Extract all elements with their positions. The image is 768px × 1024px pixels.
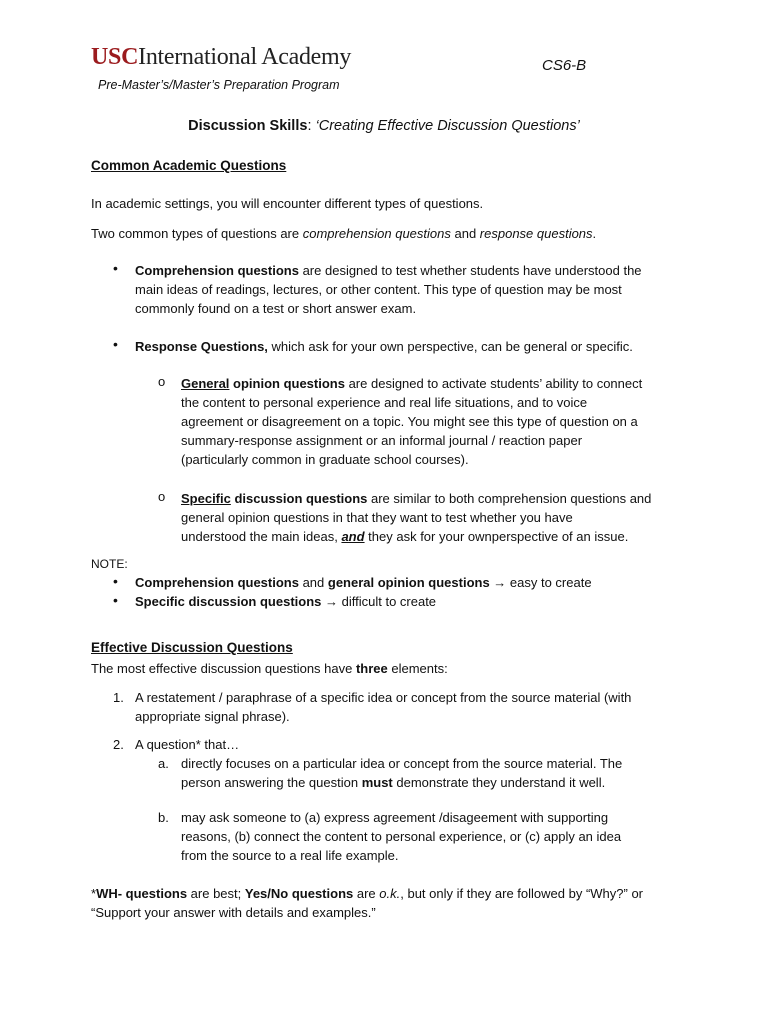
foot-line-2: “Support your answer with details and examples.”: [91, 905, 376, 920]
types-a: Two common types of questions are: [91, 226, 303, 241]
b-line-1: may ask someone to (a) express agreement /disageement with supporting: [181, 810, 609, 825]
resp-text: which ask for your own perspective, can be general or specific.: [267, 339, 633, 354]
eff-intro-a: The most effective discussion questions have: [91, 661, 356, 676]
foot-d: are: [353, 886, 380, 901]
gen-line-5: (particularly common in graduate school courses).: [181, 452, 469, 467]
gen-bold: opinion questions: [229, 376, 345, 391]
note-line-2: [135, 592, 436, 611]
a-text-2b: demonstrate they understand it well.: [392, 775, 606, 790]
bullet-note-1: •: [113, 573, 118, 589]
letter-a: a.: [158, 756, 169, 771]
item-2b: [181, 808, 621, 865]
spec-line-1: [181, 489, 651, 508]
spec-text-1: are similar to both comprehension questions and: [367, 491, 652, 506]
types-i1: comprehension questions: [302, 226, 451, 241]
obullet-general: o: [158, 374, 166, 389]
spec-ul: Specific: [181, 491, 231, 506]
bullet-response: •: [113, 336, 118, 352]
number-2: 2.: [113, 737, 124, 752]
foot-line-1: [91, 884, 643, 903]
note1-b1: Comprehension questions: [135, 575, 299, 590]
item1-line-1: A restatement / paraphrase of a specific idea or concept from the source material (with: [135, 690, 632, 705]
gen-ul: General: [181, 376, 230, 391]
eff-intro-b: three: [355, 661, 388, 676]
note2-end: → difficult to create: [321, 594, 437, 609]
foot-wh: WH- questions: [96, 886, 188, 901]
item1-line-2: appropriate signal phrase).: [135, 709, 290, 724]
note-line-1: [135, 573, 592, 592]
spec-line-2: general opinion questions in that they want to test whether you have: [181, 510, 573, 525]
b-line-2: reasons, (b) connect the content to personal experience, or (c) apply an idea: [181, 829, 622, 844]
page-title: [0, 118, 768, 134]
gen-line-4: summary-response assignment or an informal journal / reaction paper: [181, 433, 583, 448]
foot-e: , but only if they are followed by “Why?” or: [400, 886, 644, 901]
foot-c: are best;: [187, 886, 245, 901]
title-bold: Discussion Skills: [188, 118, 308, 134]
bullet-note-2: •: [113, 592, 118, 608]
note2-b: Specific discussion questions: [135, 594, 322, 609]
comp-line-2: main ideas of readings, lectures, or other content. This type of question may be most: [135, 282, 622, 297]
effective-intro: [91, 659, 448, 678]
foot-star: *: [91, 886, 97, 901]
foot-yesno: Yes/No questions: [244, 886, 354, 901]
obullet-specific: o: [158, 489, 166, 504]
spec-and: and: [341, 529, 365, 544]
document-code: CS6-B: [542, 57, 587, 74]
types-i2: response questions: [479, 226, 593, 241]
general-block: [181, 374, 642, 469]
intro-text: In academic settings, you will encounter different types of questions.: [91, 196, 484, 211]
eff-intro-c: elements:: [387, 661, 448, 676]
note1-mid: and: [298, 575, 328, 590]
comp-bold: Comprehension questions: [135, 263, 299, 278]
comprehension-block: [135, 261, 642, 318]
spec-bold: discussion questions: [230, 491, 368, 506]
usc-logo: [91, 44, 351, 71]
item-2: A question* that…: [135, 737, 240, 752]
types-text: [91, 224, 596, 243]
item-2a: [181, 754, 622, 792]
a-line-1: directly focuses on a particular idea or concept from the source material. The: [181, 756, 623, 771]
a-text-2a: person answering the question: [181, 775, 362, 790]
response-line: [135, 337, 633, 356]
title-italic: ‘Creating Effective Discussion Questions’: [315, 118, 580, 134]
gen-text-1: are designed to activate students’ ability to connect: [344, 376, 643, 391]
a-line-2: [181, 773, 622, 792]
gen-line-1: [181, 374, 642, 393]
note-label: NOTE:: [91, 557, 128, 571]
a-must: must: [361, 775, 393, 790]
spec-text-3a: understood the main ideas,: [181, 529, 342, 544]
program-name: Pre-Master’s/Master’s Preparation Program: [98, 78, 340, 92]
gen-line-3: agreement or disagreement on a topic. You might see this type of question on a: [181, 414, 638, 429]
title-colon: :: [307, 118, 316, 134]
section-heading-effective: Effective Discussion Questions: [91, 640, 293, 655]
b-line-3: from the source to a real life example.: [181, 848, 399, 863]
spec-text-3b: they ask for your ownperspective of an issue.: [364, 529, 629, 544]
gen-line-2: the content to personal experience and real life situations, and to voice: [181, 395, 588, 410]
comp-line-1: [135, 261, 642, 280]
section-heading-common: Common Academic Questions: [91, 158, 287, 173]
resp-bold: Response Questions,: [135, 339, 268, 354]
footnote: [91, 884, 643, 922]
foot-ok: o.k.: [379, 886, 401, 901]
types-b: and: [450, 226, 480, 241]
specific-block: [181, 489, 651, 546]
comp-line-3: commonly found on a test or short answer exam.: [135, 301, 417, 316]
types-c: .: [592, 226, 597, 241]
letter-b: b.: [158, 810, 169, 825]
spec-line-3: [181, 527, 651, 546]
note1-end: → easy to create: [489, 575, 592, 590]
number-1: 1.: [113, 690, 124, 705]
item-1: [135, 688, 631, 726]
bullet-comprehension: •: [113, 260, 118, 276]
note1-b2: general opinion questions: [327, 575, 490, 590]
comp-text-1: are designed to test whether students have understood the: [298, 263, 642, 278]
logo-usc: USC: [91, 44, 139, 70]
logo-name: International Academy: [138, 44, 352, 70]
